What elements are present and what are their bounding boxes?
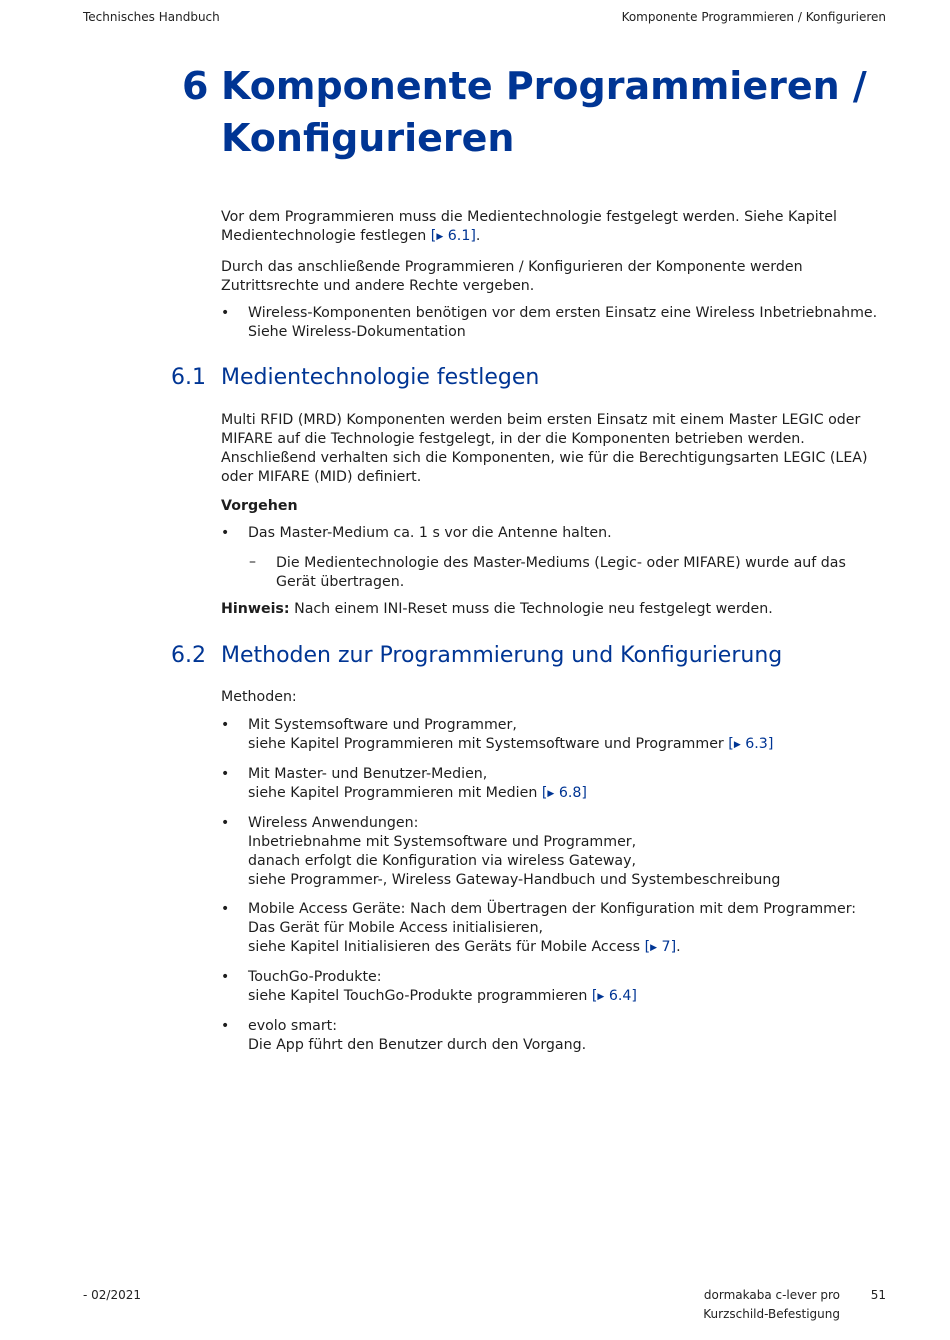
- bullet-item: [248, 304, 888, 342]
- text-line: Inbetriebnahme mit Systemsoftware und Programmer,: [248, 834, 637, 850]
- page-number: 51: [870, 1288, 886, 1302]
- bullet-icon: •: [221, 1018, 230, 1034]
- section-number: 6.1: [171, 365, 206, 390]
- text-line: Kurzschild-Befestigung: [703, 1307, 840, 1321]
- section-number: 6.2: [171, 643, 206, 668]
- method-item: [248, 900, 888, 958]
- text-line: Siehe Wireless-Dokumentation: [248, 324, 466, 340]
- text-line: Die App führt den Benutzer durch den Vorgang.: [248, 1037, 587, 1053]
- chapter-number: 6: [182, 64, 209, 108]
- cross-reference-link[interactable]: [▶ 6.1]: [430, 228, 476, 244]
- text-line: Die Medientechnologie des Master-Mediums (Legic- oder MIFARE) wurde auf das: [276, 555, 846, 571]
- text-line: oder MIFARE (MID) definiert.: [221, 469, 422, 485]
- bullet-icon: •: [221, 305, 230, 321]
- bullet-icon: •: [221, 815, 230, 831]
- text-line: Zutrittsrechte und andere Rechte vergeben.: [221, 278, 535, 294]
- intro-paragraph: [221, 208, 885, 247]
- chapter-title-line: Konfigurieren: [221, 116, 515, 160]
- text-line: [248, 735, 888, 755]
- dash-icon: –: [249, 554, 256, 570]
- text-line: Multi RFID (MRD) Komponenten werden beim ersten Einsatz mit einem Master LEGIC oder: [221, 412, 861, 428]
- text-fragment: siehe Kapitel TouchGo-Produkte programmieren: [248, 988, 588, 1004]
- cross-reference-number: 6.8: [558, 785, 582, 801]
- text-fragment: .: [676, 939, 681, 955]
- text-line: Gerät übertragen.: [276, 574, 405, 590]
- footer-product: [703, 1288, 840, 1321]
- section-paragraph: [221, 411, 885, 487]
- bullet-icon: •: [221, 901, 230, 917]
- text-line: Mit Systemsoftware und Programmer,: [248, 717, 517, 733]
- running-header-left: Technisches Handbuch: [83, 10, 220, 24]
- text-line: TouchGo-Produkte:: [248, 969, 382, 985]
- text-line: Durch das anschließende Programmieren / Konfigurieren der Komponente werden: [221, 259, 803, 275]
- procedure-result: [276, 554, 886, 592]
- text-line: dormakaba c-lever pro: [703, 1288, 840, 1302]
- triangle-right-icon: ▶: [597, 992, 605, 1002]
- cross-reference-link[interactable]: [▶ 7]: [644, 939, 677, 955]
- bullet-icon: •: [221, 717, 230, 733]
- note-label: Hinweis:: [221, 601, 290, 617]
- method-item: [248, 765, 888, 804]
- note-paragraph: [221, 600, 885, 619]
- procedure-step: Das Master-Medium ca. 1 s vor die Antenne halten.: [248, 525, 612, 541]
- triangle-right-icon: ▶: [733, 740, 741, 750]
- method-item: [248, 716, 888, 755]
- chapter-title: [221, 60, 881, 164]
- section-title: Medientechnologie festlegen: [221, 365, 540, 390]
- text-fragment: siehe Kapitel Initialisieren des Geräts für Mobile Access: [248, 939, 641, 955]
- section-title: Methoden zur Programmierung und Konfigurierung: [221, 643, 783, 668]
- cross-reference-link[interactable]: [▶ 6.4]: [591, 988, 637, 1004]
- running-header-right: Komponente Programmieren / Konfigurieren: [621, 10, 886, 24]
- methods-intro: Methoden:: [221, 689, 297, 705]
- text-line: evolo smart:: [248, 1018, 338, 1034]
- text-line: danach erfolgt die Konfiguration via wireless Gateway,: [248, 853, 637, 869]
- procedure-heading: [221, 497, 885, 516]
- bullet-icon: •: [221, 766, 230, 782]
- note-text: Nach einem INI-Reset muss die Technologie neu festgelegt werden.: [294, 601, 773, 617]
- chapter-title-line: Komponente Programmieren /: [221, 64, 867, 108]
- text-line: [248, 938, 888, 958]
- text-fragment: siehe Kapitel Programmieren mit Systemsoftware und Programmer: [248, 736, 724, 752]
- text-line: Das Gerät für Mobile Access initialisieren,: [248, 920, 544, 936]
- text-fragment: siehe Kapitel Programmieren mit Medien: [248, 785, 538, 801]
- method-item: [248, 1017, 888, 1055]
- text-line: siehe Programmer-, Wireless Gateway-Handbuch und Systembeschreibung: [248, 872, 781, 888]
- intro-paragraph: [221, 258, 885, 296]
- triangle-right-icon: ▶: [547, 789, 555, 799]
- cross-reference-number: 6.4: [608, 988, 632, 1004]
- cross-reference-link[interactable]: [▶ 6.3]: [728, 736, 774, 752]
- triangle-right-icon: ▶: [436, 232, 444, 242]
- cross-reference-link[interactable]: [▶ 6.8]: [541, 785, 587, 801]
- cross-reference-number: 6.1: [447, 228, 471, 244]
- bullet-icon: •: [221, 525, 230, 541]
- text-line: Anschließend verhalten sich die Komponenten, wie für die Berechtigungsarten LEGIC (LEA): [221, 450, 868, 466]
- text-fragment: Medientechnologie festlegen: [221, 228, 427, 244]
- triangle-right-icon: ▶: [650, 943, 658, 953]
- procedure-label: Vorgehen: [221, 498, 298, 514]
- text-line: Wireless Anwendungen:: [248, 815, 419, 831]
- text-line: Medientechnologie festlegen [▶ 6.1].: [221, 228, 481, 244]
- cross-reference-number: 6.3: [745, 736, 768, 752]
- text-line: Vor dem Programmieren muss die Medientechnologie festgelegt werden. Siehe Kapitel: [221, 209, 837, 225]
- text-line: [248, 987, 888, 1007]
- text-line: Mit Master- und Benutzer-Medien,: [248, 766, 488, 782]
- method-item: [248, 968, 888, 1007]
- text-line: Wireless-Komponenten benötigen vor dem ersten Einsatz eine Wireless Inbetriebnahme.: [248, 305, 878, 321]
- text-line: Mobile Access Geräte: Nach dem Übertragen der Konfiguration mit dem Programmer:: [248, 901, 857, 917]
- cross-reference-number: 7: [661, 939, 671, 955]
- method-item: [248, 814, 888, 890]
- footer-date: - 02/2021: [83, 1288, 141, 1302]
- text-line: MIFARE auf die Technologie festgelegt, in der die Komponenten betrieben werden.: [221, 431, 805, 447]
- bullet-icon: •: [221, 969, 230, 985]
- text-line: [248, 784, 888, 804]
